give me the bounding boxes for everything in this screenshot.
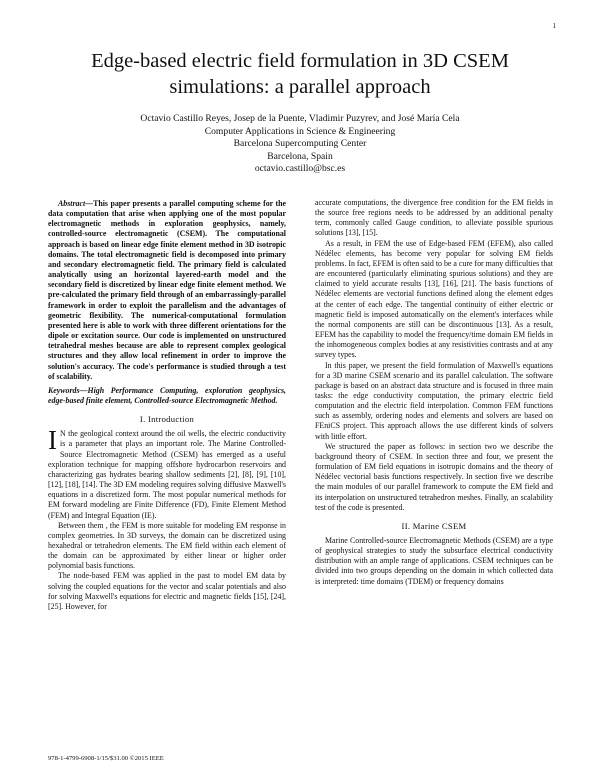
right-paragraph-1: accurate computations, the divergence free condition for the EM fields in the source free regions needs to be addressed by an additional penalty term, commonly called Gauge condition, to alleviate possible spurious solutions [13], [15]. xyxy=(315,198,553,238)
paper-title: Edge-based electric field formulation in 3D CSEM simulations: a parallel approach xyxy=(91,50,509,98)
abstract xyxy=(48,199,286,382)
author-location: Barcelona, Spain xyxy=(267,150,333,162)
right-paragraph-4: We structured the paper as follows: in section two we describe the background theory of CSEM. In section three and four, we present the formulation of EM field equations in isotropic domains and the theory of Nédélec vectorial basis functions respectively. In section five we describe the main modules of our parallel framework to compute the EM field and its interpolation on unstructured tetrahedron meshes. Finally, an scalability test of the code is presented. xyxy=(315,441,553,512)
drop-cap: I xyxy=(48,425,57,456)
abstract-text: —This paper presents a parallel computing scheme for the data computation that arise when applying one of the most popular electromagnetic methods in exploration geophysics, namely, controlled-source electromagnetic (CSEM). The computational approach is based on linear edge finite element method in 3D isotropic domains. The total electromagnetic field is decomposed into primary and secondary electromagnetic field. The primary field is calculated analytically using an horizontal layered-earth model and the secondary field is discretized by linear edge finite element method. We pre-calculated the primary field through of an embarrassingly-parallel framework in order to exploit the parallelism and the advantages of geometric flexibility. The numerical-computational formulation presented here is able to work with three different orientations for the dipole or excitation source. Our code is implemented on unstructured tetrahedral meshes because are able to represent complex geological structures and they allow local refinement in order to improve the solution's accuracy. The code's performance is studied through a test of scalability. xyxy=(48,199,286,381)
author-block xyxy=(40,113,560,176)
author-institution: Barcelona Supercomputing Center xyxy=(233,138,367,149)
author-names: Octavio Castillo Reyes, Josep de la Puente, Vladimir Puzyrev, and José María Cela xyxy=(140,113,460,124)
right-paragraph-5: Marine Controlled-source Electromagnetic Methods (CSEM) are a type of geophysical strategies to study the subsurface electrical conductivity distribution with an ample range of applications. CSEM techniques can be divided into two groups depending on the domain in which collected data is interpreted: time domains (TDEM) or frequency domains xyxy=(315,536,553,586)
right-column xyxy=(315,198,553,587)
author-email[interactable]: octavio.castillo@bsc.es xyxy=(254,163,346,174)
left-column xyxy=(48,199,286,612)
right-paragraph-3: In this paper, we present the field formulation of Maxwell's equations for a 3D marine CSEM scenario and its parallel calculation. The software package is based on an abstract data structure and is focused in three main tasks: the edge conductivity computation, the primary electric field computation and the electric field interpolation. Common FEM functions such as assembly, ordering nodes and elements and solvers are based on FEniCS project. This approach allows the use different kinds of solvers with little effort. xyxy=(315,360,553,441)
intro-paragraph-1 xyxy=(48,425,286,520)
copyright-notice: 978-1-4799-6908-1/15/$31.00 ©2015 IEEE xyxy=(48,755,164,762)
right-paragraph-2: As a result, in FEM the use of Edge-based FEM (EFEM), also called Nédélec elements, has become very popular for solving EM fields problems. In fact, EFEM is often said to be a cure for many difficulties that are encountered (particularly eliminating spurious solutions) and they are claimed to yield accurate results [13], [16], [21]. The basis functions of Nédélec elements are vectorial functions defined along the element edges at the center of each edge. The tangential continuity of either electric or magnetic field is imposed automatically on the element's interfaces while the normal components are still can be discontinuous [13]. As a result, EFEM has the capability to model the frequency/time domain EM fields in the inhomogeneous complex bodies at any resistivities contrasts and at any survey types. xyxy=(315,238,553,360)
keywords: Keywords—High Performance Computing, exploration geophysics, edge-based finite element, Controlled-source Electromagnetic Method. xyxy=(48,385,286,405)
intro-paragraph-1-text: N the geological context around the oil wells, the electric conductivity is a parameter that plays an important role. The Marine Controlled-Source Electromagnetic Method (CSEM) has emerged as a useful exploration technique for mapping offshore hydrocarbon reservoirs and characterizing gas hydrates bearing shallow sediments [2], [8], [9], [10], [12], [18], [14]. The 3D EM modeling requires solving diffusive Maxwell's equations in a discretized form. The most popular numerical methods for EM forward modeling are Finite Difference (FD), Finite Element Method (FEM) and Integral Equation (IE). xyxy=(48,429,286,520)
abstract-label: Abstract xyxy=(58,199,86,208)
page-number: 1 xyxy=(552,22,556,30)
intro-paragraph-3: The node-based FEM was applied in the past to model EM data by solving the coupled equations for the vector and scalar potentials and also for solving Maxwell's equations for electric and magnetic fields [15], [24], [25]. However, for xyxy=(48,571,286,611)
section-heading-marine-csem: II. Marine CSEM xyxy=(401,520,467,531)
intro-paragraph-2: Between them , the FEM is more suitable for modeling EM response in complex geometries. In 3D surveys, the domain can be discretized using hexahedral or tetrahedron elements. The EM field within each element of the domain can be approximated by either linear or higher order polynomial basis functions. xyxy=(48,520,286,571)
section-heading-introduction: I. Introduction xyxy=(139,414,195,425)
author-department: Computer Applications in Science & Engineering xyxy=(204,125,396,137)
